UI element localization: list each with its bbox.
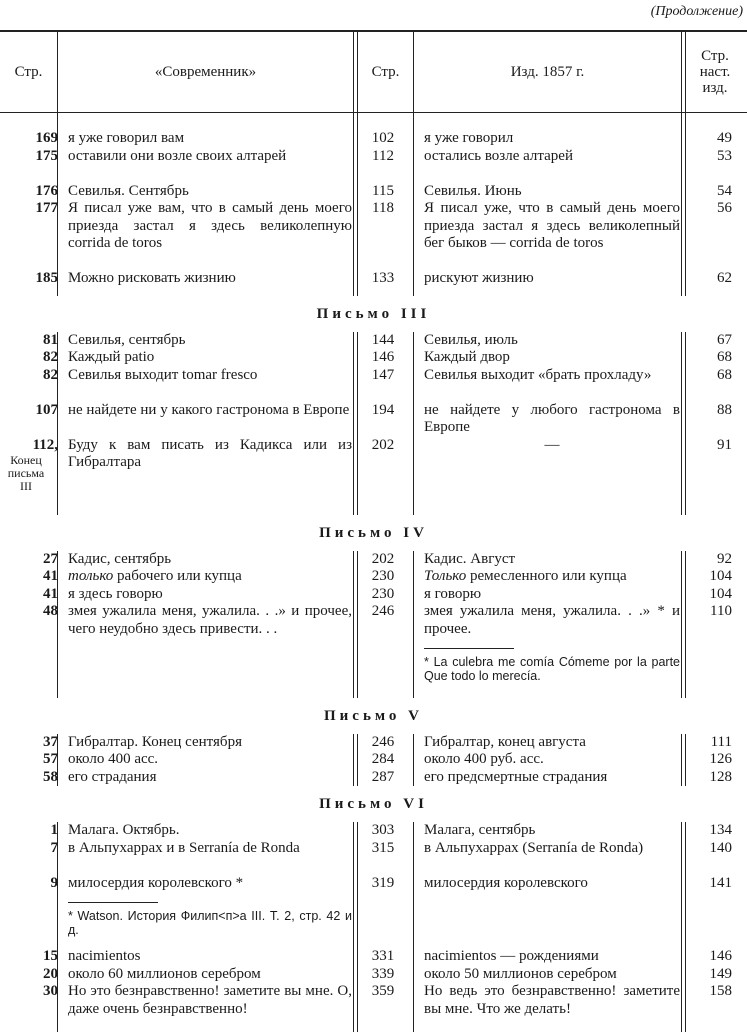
edition-1857-text (424, 148, 680, 166)
edition-1857-text (424, 875, 680, 893)
italic-word: только (68, 568, 114, 584)
page-current-edition: 104 (709, 568, 732, 584)
page-sovremennik: 27 (43, 550, 58, 567)
header-page-current: Стр. наст. изд. (699, 47, 731, 96)
page-sovremennik: 20 (43, 965, 58, 982)
text: рабочего или купца (113, 568, 242, 584)
page-sovremennik: 37 (43, 733, 58, 750)
page-1857: 146 (371, 349, 395, 365)
page-current-edition: 54 (717, 182, 732, 199)
page-sovremennik: 41 (43, 585, 58, 602)
page-sovremennik: 82 (43, 349, 58, 365)
table-row (0, 840, 747, 875)
edition-1857-text (424, 586, 680, 604)
page-1857: 194 (371, 401, 395, 418)
page-1857: 202 (371, 550, 395, 567)
header-page-sovr: Стр. (14, 63, 43, 80)
footnote: * Watson. История Филип<п>а III. Т. 2, стр. 42 и д. (68, 909, 352, 937)
footnote: * La culebra me comía Cómeme por la parte Que todo lo merecía. (424, 655, 680, 683)
table-row (0, 200, 747, 270)
edition-1857-text (424, 402, 680, 437)
footnote-rule (424, 648, 514, 649)
page-current-edition: 56 (717, 200, 732, 216)
page-current-edition: 140 (709, 839, 732, 856)
text: Кадис. Август (424, 550, 516, 567)
header-sovremennik: «Современник» (154, 63, 257, 80)
sovremennik-text (68, 183, 352, 201)
page-sovremennik: 177 (35, 200, 58, 216)
header-rule (0, 112, 747, 113)
page-current-edition: 62 (717, 270, 732, 286)
sovremennik-text (68, 840, 352, 858)
edition-1857-text (424, 734, 680, 752)
text: Гибралтар, конец августа (424, 733, 586, 750)
section-title: Письмо V (0, 698, 747, 734)
row-gap (0, 288, 747, 296)
table-row (0, 751, 747, 769)
page-current-edition: 134 (709, 822, 732, 838)
section-title: Письмо IV (0, 515, 747, 551)
text: в Альпухаррах (Serranía de Ronda) (424, 839, 644, 856)
header-edition-1857: Изд. 1857 г. (510, 63, 585, 80)
page-1857: 147 (371, 366, 395, 383)
italic-word: Только (424, 568, 467, 584)
letter-end-note: Конец письма III (7, 453, 45, 493)
text: я здесь говорю (68, 585, 163, 602)
table-row (0, 966, 747, 984)
sovremennik-text (68, 270, 352, 288)
text: nacimientos — рождениями (424, 948, 599, 964)
text: я уже говорил вам (68, 130, 185, 146)
table-row (0, 402, 747, 437)
edition-1857-text (424, 349, 680, 367)
text: Малага, сентябрь (424, 822, 536, 838)
page-sovremennik: 82 (43, 366, 58, 383)
page-current-edition: 128 (709, 768, 732, 785)
text: Я писал уже вам, что в самый день моего приезда застал я здесь великолепную corrida de toros (68, 200, 352, 251)
table-row (0, 437, 747, 507)
sovremennik-text (68, 948, 352, 966)
text: Севилья, сентябрь (68, 331, 186, 348)
page-current-edition: 67 (717, 331, 732, 348)
table-row (0, 586, 747, 604)
sovremennik-text (68, 603, 352, 638)
page-1857: 246 (371, 733, 395, 750)
text: Каждый двор (424, 349, 510, 365)
table-row (0, 769, 747, 787)
text: Но это безнравственно! заметите вы мне. О, даже очень безнравственно! (68, 983, 352, 1017)
text: милосердия королевского * (68, 874, 244, 891)
page-sovremennik: 41 (43, 568, 58, 584)
text: Севилья выходит «брать прохладу» (424, 366, 652, 383)
text: его страдания (68, 768, 157, 785)
page-sovremennik: 58 (43, 768, 58, 785)
sovremennik-text (68, 822, 352, 840)
table-row (0, 349, 747, 367)
text: милосердия королевского (424, 874, 588, 891)
edition-1857-text (424, 367, 680, 385)
text: его предсмертные страдания (424, 768, 608, 785)
text: Кадис, сентябрь (68, 550, 172, 567)
page-1857: 202 (371, 436, 395, 453)
edition-1857-text (424, 822, 680, 840)
section-title: Письмо III (0, 296, 747, 332)
sovremennik-text (68, 769, 352, 787)
table-row (0, 822, 747, 840)
sovremennik-text (68, 402, 352, 420)
text: я уже говорил (424, 130, 514, 146)
page-sovremennik: 81 (43, 331, 58, 348)
text: Можно рисковать жизнию (68, 270, 236, 286)
table-row (0, 332, 747, 350)
table-row (0, 551, 747, 569)
sovremennik-text (68, 200, 352, 253)
text: около 50 миллионов серебром (424, 965, 617, 982)
edition-1857-text (424, 200, 680, 253)
text: Но ведь это безнравственно! заметите вы мне. Что же делать! (424, 983, 680, 1017)
edition-1857-text (424, 332, 680, 350)
text: в Альпухаррах и в Serranía de Ronda (68, 839, 300, 856)
text: я говорю (424, 585, 482, 602)
page-sovremennik: 175 (35, 147, 58, 164)
row-gap (0, 507, 747, 515)
page-sovremennik: 7 (50, 839, 58, 856)
page-current-edition: 91 (717, 436, 732, 453)
table-row (0, 983, 747, 1036)
header-page-1857: Стр. (371, 63, 400, 80)
sovremennik-text (68, 734, 352, 752)
page-current-edition: 68 (717, 366, 732, 383)
table-row (0, 568, 747, 586)
page-current-edition: 111 (710, 733, 732, 750)
page-current-edition: 110 (710, 603, 732, 619)
page-1857: 230 (371, 568, 395, 584)
text: Севилья выходит tomar fresco (68, 366, 258, 383)
page-current-edition: 126 (709, 751, 732, 767)
page-1857: 246 (371, 603, 395, 619)
page-current-edition: 149 (709, 965, 732, 982)
page-sovremennik: 169 (35, 130, 58, 146)
page-current-edition: 104 (709, 585, 732, 602)
table-row (0, 875, 747, 949)
text: около 400 асс. (68, 751, 159, 767)
text: nacimientos (68, 948, 141, 964)
sovremennik-text (68, 551, 352, 569)
page-sovremennik: 9 (50, 874, 58, 891)
sovremennik-text (68, 148, 352, 166)
edition-1857-text (424, 751, 680, 769)
text: Севилья, июль (424, 331, 518, 348)
text: не найдете у любого гастронома в Европе (424, 401, 680, 435)
sovremennik-text (68, 332, 352, 350)
table-row (0, 148, 747, 183)
page-1857: 319 (371, 874, 395, 891)
page-sovremennik: 1 (50, 822, 58, 838)
table-row (0, 734, 747, 752)
text: около 400 руб. асс. (424, 751, 544, 767)
text: Гибралтар. Конец сентября (68, 733, 242, 750)
text: ремесленного или купца (466, 568, 627, 584)
text: оставили они возле своих алтарей (68, 147, 287, 164)
page-1857: 359 (371, 983, 395, 999)
edition-1857-text (424, 568, 680, 586)
page-1857: 230 (371, 585, 395, 602)
continuation-label: (Продолжение) (650, 4, 743, 19)
sovremennik-text (68, 966, 352, 984)
text: Я писал уже, что в самый день моего приезда застал я здесь великолепный бег быков — corrida de toros (424, 200, 680, 251)
page-sovremennik: 176 (35, 182, 58, 199)
page-1857: 118 (372, 200, 394, 216)
edition-1857-text (424, 270, 680, 288)
page-1857: 112 (372, 147, 394, 164)
page-current-edition: 49 (717, 130, 732, 146)
sovremennik-text (68, 875, 352, 938)
edition-1857-text (424, 437, 680, 455)
edition-1857-text (424, 983, 680, 1018)
sovremennik-text (68, 751, 352, 769)
table-row (0, 367, 747, 402)
page-1857: 102 (371, 130, 395, 146)
text: остались возле алтарей (424, 147, 573, 164)
page-sovremennik: 57 (43, 751, 58, 767)
page-sovremennik: 48 (43, 603, 58, 619)
page-current-edition: 68 (717, 349, 732, 365)
page-current-edition: 53 (717, 147, 732, 164)
text: — (544, 436, 560, 453)
page-1857: 287 (371, 768, 395, 785)
page-1857: 331 (371, 948, 395, 964)
sovremennik-text (68, 367, 352, 385)
edition-1857-text (424, 769, 680, 787)
page-current-edition: 141 (709, 874, 732, 891)
sovremennik-text (68, 437, 352, 472)
text: Севилья. Июнь (424, 182, 522, 199)
edition-1857-text (424, 840, 680, 858)
edition-1857-text (424, 948, 680, 966)
sovremennik-text (68, 983, 352, 1018)
text: змея ужалила меня, ужалила. . .» и прочее, чего неудобно здесь привести. . . (68, 603, 352, 637)
table-row (0, 183, 747, 201)
page-sovremennik: 112, Конец письма III (0, 437, 58, 507)
sovremennik-text (68, 130, 352, 148)
table-row (0, 948, 747, 966)
text: не найдете ни у какого гастронома в Европе (68, 401, 350, 418)
text: Буду к вам писать из Кадикса или из Гибралтара (68, 436, 352, 470)
table-body (0, 130, 747, 1036)
page-1857: 315 (371, 839, 395, 856)
page-current-edition: 158 (709, 983, 732, 999)
edition-1857-text (424, 603, 680, 683)
edition-1857-text (424, 130, 680, 148)
page-1857: 115 (372, 182, 394, 199)
sovremennik-text (68, 586, 352, 604)
edition-1857-text (424, 966, 680, 984)
page-1857: 303 (371, 822, 395, 838)
page-sovremennik: 185 (35, 270, 58, 286)
table-row (0, 270, 747, 288)
text: рискуют жизнию (424, 270, 534, 286)
edition-1857-text (424, 183, 680, 201)
sovremennik-text (68, 349, 352, 367)
page-sovremennik: 15 (43, 948, 58, 964)
page-current-edition: 92 (717, 550, 732, 567)
text: Каждый patio (68, 349, 155, 365)
page-sovremennik: 30 (43, 983, 58, 999)
text: Севилья. Сентябрь (68, 182, 189, 199)
table-row (0, 603, 747, 698)
edition-1857-text (424, 551, 680, 569)
text: около 60 миллионов серебром (68, 965, 261, 982)
page-sovremennik: 107 (35, 401, 58, 418)
page-1857: 339 (371, 965, 395, 982)
page-1857: 284 (371, 751, 395, 767)
footnote-rule (68, 902, 158, 903)
text: змея ужалила меня, ужалила. . .» * и прочее. (424, 603, 680, 637)
text: Малага. Октябрь. (68, 822, 180, 838)
sovremennik-text (68, 568, 352, 586)
page-1857: 133 (371, 270, 395, 286)
page-1857: 144 (371, 331, 395, 348)
table-row (0, 130, 747, 148)
page-current-edition: 146 (709, 948, 732, 964)
section-title: Письмо VI (0, 786, 747, 822)
page-current-edition: 88 (717, 401, 732, 418)
